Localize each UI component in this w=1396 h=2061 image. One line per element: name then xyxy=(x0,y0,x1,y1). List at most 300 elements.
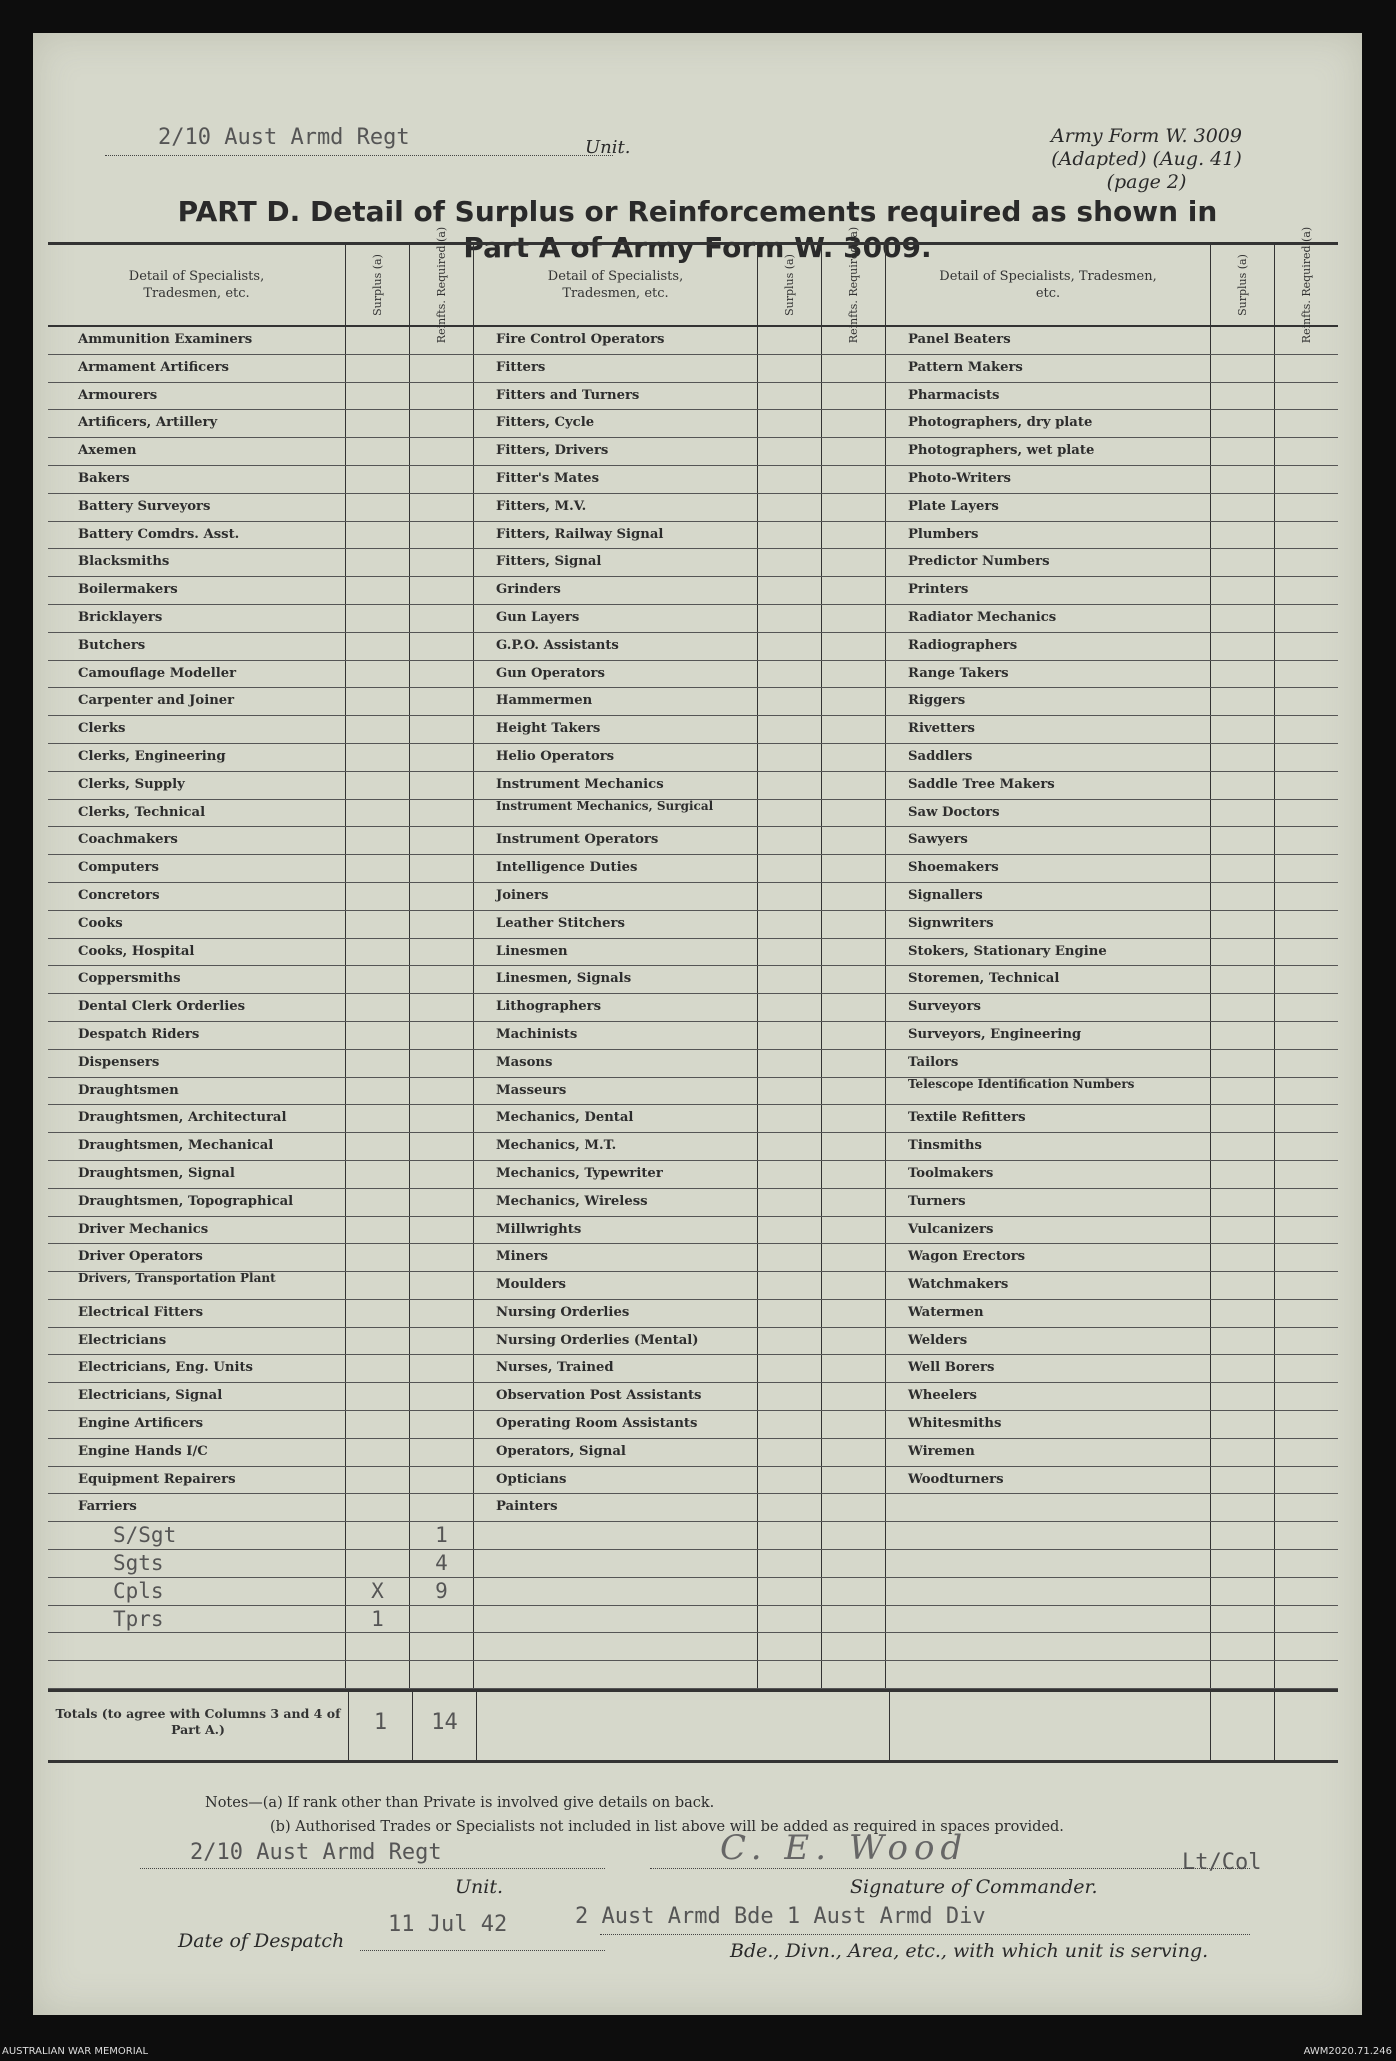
surplus-cell[interactable] xyxy=(758,1411,822,1438)
reinfts-cell[interactable] xyxy=(822,1189,886,1216)
extra-rank-label[interactable] xyxy=(886,1661,1211,1688)
reinfts-cell[interactable] xyxy=(822,410,886,437)
reinfts-cell[interactable] xyxy=(410,1328,474,1355)
reinfts-cell[interactable] xyxy=(1275,355,1338,382)
surplus-cell[interactable] xyxy=(1211,466,1275,493)
reinfts-cell[interactable] xyxy=(822,383,886,410)
surplus-cell[interactable] xyxy=(758,633,822,660)
reinfts-cell[interactable] xyxy=(410,1078,474,1105)
extra-rank-label[interactable] xyxy=(886,1550,1211,1577)
surplus-cell[interactable] xyxy=(1211,1078,1275,1105)
reinfts-cell[interactable] xyxy=(1275,688,1338,715)
surplus-cell[interactable] xyxy=(1211,522,1275,549)
reinfts-cell[interactable] xyxy=(1275,716,1338,743)
extra-surplus-cell[interactable] xyxy=(1211,1550,1275,1577)
surplus-cell[interactable] xyxy=(758,1383,822,1410)
surplus-cell[interactable] xyxy=(1211,1411,1275,1438)
extra-rank-label[interactable] xyxy=(474,1661,758,1688)
reinfts-cell[interactable] xyxy=(410,522,474,549)
surplus-cell[interactable] xyxy=(1211,716,1275,743)
surplus-cell[interactable] xyxy=(346,1161,410,1188)
reinfts-cell[interactable] xyxy=(1275,1411,1338,1438)
reinfts-cell[interactable] xyxy=(1275,383,1338,410)
reinfts-cell[interactable] xyxy=(822,1411,886,1438)
reinfts-cell[interactable] xyxy=(1275,577,1338,604)
reinfts-cell[interactable] xyxy=(822,1105,886,1132)
surplus-cell[interactable] xyxy=(346,994,410,1021)
surplus-cell[interactable] xyxy=(346,855,410,882)
surplus-cell[interactable] xyxy=(758,800,822,827)
extra-rank-label[interactable] xyxy=(886,1606,1211,1633)
reinfts-cell[interactable] xyxy=(410,800,474,827)
reinfts-cell[interactable] xyxy=(822,1328,886,1355)
reinfts-cell[interactable] xyxy=(410,772,474,799)
surplus-cell[interactable] xyxy=(346,939,410,966)
surplus-cell[interactable] xyxy=(1211,911,1275,938)
reinfts-cell[interactable] xyxy=(822,939,886,966)
surplus-cell[interactable] xyxy=(1211,855,1275,882)
surplus-cell[interactable] xyxy=(758,1078,822,1105)
surplus-cell[interactable] xyxy=(758,1050,822,1077)
surplus-cell[interactable] xyxy=(758,966,822,993)
extra-surplus-cell[interactable] xyxy=(1211,1633,1275,1660)
surplus-cell[interactable] xyxy=(346,383,410,410)
reinfts-cell[interactable] xyxy=(1275,911,1338,938)
surplus-cell[interactable] xyxy=(758,1328,822,1355)
surplus-cell[interactable] xyxy=(346,605,410,632)
surplus-cell[interactable] xyxy=(758,772,822,799)
reinfts-cell[interactable] xyxy=(822,438,886,465)
surplus-cell[interactable] xyxy=(758,549,822,576)
extra-reinfts-cell[interactable] xyxy=(1275,1550,1338,1577)
reinfts-cell[interactable] xyxy=(1275,410,1338,437)
reinfts-cell[interactable] xyxy=(822,688,886,715)
reinfts-cell[interactable] xyxy=(822,994,886,1021)
extra-rank-label[interactable] xyxy=(474,1522,758,1549)
extra-reinfts-cell[interactable] xyxy=(822,1578,886,1605)
surplus-cell[interactable] xyxy=(1211,327,1275,354)
extra-reinfts-cell[interactable] xyxy=(1275,1578,1338,1605)
surplus-cell[interactable] xyxy=(758,605,822,632)
surplus-cell[interactable] xyxy=(346,883,410,910)
extra-reinfts-cell[interactable] xyxy=(822,1633,886,1660)
extra-surplus-cell[interactable] xyxy=(1211,1578,1275,1605)
reinfts-cell[interactable] xyxy=(410,1161,474,1188)
extra-surplus-cell[interactable] xyxy=(1211,1661,1275,1688)
reinfts-cell[interactable] xyxy=(822,966,886,993)
reinfts-cell[interactable] xyxy=(410,855,474,882)
surplus-cell[interactable] xyxy=(346,1383,410,1410)
surplus-cell[interactable] xyxy=(1211,410,1275,437)
extra-rank-label[interactable] xyxy=(886,1633,1211,1660)
surplus-cell[interactable] xyxy=(1211,1439,1275,1466)
surplus-cell[interactable] xyxy=(1211,1105,1275,1132)
surplus-cell[interactable] xyxy=(346,410,410,437)
surplus-cell[interactable] xyxy=(1211,383,1275,410)
reinfts-cell[interactable] xyxy=(410,1494,474,1521)
extra-reinfts-cell[interactable]: 4 xyxy=(410,1550,474,1577)
surplus-cell[interactable] xyxy=(758,1217,822,1244)
reinfts-cell[interactable] xyxy=(822,1078,886,1105)
surplus-cell[interactable] xyxy=(1211,438,1275,465)
surplus-cell[interactable] xyxy=(346,1050,410,1077)
surplus-cell[interactable] xyxy=(1211,1217,1275,1244)
extra-surplus-cell[interactable] xyxy=(1211,1606,1275,1633)
reinfts-cell[interactable] xyxy=(1275,1328,1338,1355)
extra-surplus-cell[interactable] xyxy=(758,1522,822,1549)
surplus-cell[interactable] xyxy=(758,522,822,549)
reinfts-cell[interactable] xyxy=(410,1244,474,1271)
surplus-cell[interactable] xyxy=(758,1244,822,1271)
extra-reinfts-cell[interactable] xyxy=(410,1661,474,1688)
surplus-cell[interactable] xyxy=(758,716,822,743)
surplus-cell[interactable] xyxy=(758,466,822,493)
extra-surplus-cell[interactable] xyxy=(346,1550,410,1577)
surplus-cell[interactable] xyxy=(346,1078,410,1105)
extra-surplus-cell[interactable] xyxy=(346,1633,410,1660)
surplus-cell[interactable] xyxy=(758,855,822,882)
surplus-cell[interactable] xyxy=(346,800,410,827)
extra-reinfts-cell[interactable] xyxy=(1275,1661,1338,1688)
extra-reinfts-cell[interactable]: 9 xyxy=(410,1578,474,1605)
extra-surplus-cell[interactable] xyxy=(758,1606,822,1633)
reinfts-cell[interactable] xyxy=(410,744,474,771)
surplus-cell[interactable] xyxy=(346,549,410,576)
surplus-cell[interactable] xyxy=(758,1355,822,1382)
surplus-cell[interactable] xyxy=(1211,1494,1275,1521)
extra-reinfts-cell[interactable] xyxy=(1275,1606,1338,1633)
reinfts-cell[interactable] xyxy=(1275,1105,1338,1132)
surplus-cell[interactable] xyxy=(1211,1355,1275,1382)
surplus-cell[interactable] xyxy=(346,911,410,938)
surplus-cell[interactable] xyxy=(758,911,822,938)
surplus-cell[interactable] xyxy=(346,1105,410,1132)
reinfts-cell[interactable] xyxy=(410,633,474,660)
reinfts-cell[interactable] xyxy=(1275,1272,1338,1299)
surplus-cell[interactable] xyxy=(346,522,410,549)
extra-rank-label[interactable]: S/Sgt xyxy=(48,1522,346,1549)
surplus-cell[interactable] xyxy=(346,1355,410,1382)
surplus-cell[interactable] xyxy=(758,1300,822,1327)
extra-reinfts-cell[interactable] xyxy=(1275,1633,1338,1660)
surplus-cell[interactable] xyxy=(758,1105,822,1132)
extra-rank-label[interactable]: Cpls xyxy=(48,1578,346,1605)
surplus-cell[interactable] xyxy=(1211,661,1275,688)
surplus-cell[interactable] xyxy=(1211,605,1275,632)
totals-reinfts[interactable]: 14 xyxy=(413,1692,477,1760)
surplus-cell[interactable] xyxy=(758,1022,822,1049)
reinfts-cell[interactable] xyxy=(410,1272,474,1299)
surplus-cell[interactable] xyxy=(758,1494,822,1521)
surplus-cell[interactable] xyxy=(1211,1161,1275,1188)
extra-surplus-cell[interactable] xyxy=(758,1633,822,1660)
extra-surplus-cell[interactable] xyxy=(758,1661,822,1688)
reinfts-cell[interactable] xyxy=(822,1383,886,1410)
reinfts-cell[interactable] xyxy=(410,577,474,604)
surplus-cell[interactable] xyxy=(1211,772,1275,799)
reinfts-cell[interactable] xyxy=(822,1022,886,1049)
extra-reinfts-cell[interactable] xyxy=(822,1550,886,1577)
extra-surplus-cell[interactable] xyxy=(758,1578,822,1605)
extra-rank-label[interactable] xyxy=(474,1550,758,1577)
surplus-cell[interactable] xyxy=(758,661,822,688)
extra-reinfts-cell[interactable] xyxy=(1275,1522,1338,1549)
reinfts-cell[interactable] xyxy=(1275,1300,1338,1327)
surplus-cell[interactable] xyxy=(758,1272,822,1299)
surplus-cell[interactable] xyxy=(1211,1050,1275,1077)
reinfts-cell[interactable] xyxy=(822,911,886,938)
reinfts-cell[interactable] xyxy=(410,994,474,1021)
reinfts-cell[interactable] xyxy=(1275,1133,1338,1160)
surplus-cell[interactable] xyxy=(758,883,822,910)
reinfts-cell[interactable] xyxy=(822,549,886,576)
reinfts-cell[interactable] xyxy=(1275,1439,1338,1466)
extra-rank-label[interactable]: Tprs xyxy=(48,1606,346,1633)
reinfts-cell[interactable] xyxy=(410,438,474,465)
surplus-cell[interactable] xyxy=(1211,939,1275,966)
extra-rank-label[interactable] xyxy=(474,1606,758,1633)
reinfts-cell[interactable] xyxy=(1275,522,1338,549)
reinfts-cell[interactable] xyxy=(1275,661,1338,688)
surplus-cell[interactable] xyxy=(346,772,410,799)
surplus-cell[interactable] xyxy=(346,827,410,854)
surplus-cell[interactable] xyxy=(758,438,822,465)
reinfts-cell[interactable] xyxy=(822,494,886,521)
reinfts-cell[interactable] xyxy=(822,1439,886,1466)
extra-rank-label[interactable]: Sgts xyxy=(48,1550,346,1577)
surplus-cell[interactable] xyxy=(346,466,410,493)
reinfts-cell[interactable] xyxy=(822,1244,886,1271)
reinfts-cell[interactable] xyxy=(410,939,474,966)
surplus-cell[interactable] xyxy=(346,1272,410,1299)
extra-reinfts-cell[interactable]: 1 xyxy=(410,1522,474,1549)
reinfts-cell[interactable] xyxy=(822,1300,886,1327)
reinfts-cell[interactable] xyxy=(1275,438,1338,465)
reinfts-cell[interactable] xyxy=(822,355,886,382)
reinfts-cell[interactable] xyxy=(822,1272,886,1299)
surplus-cell[interactable] xyxy=(346,438,410,465)
extra-surplus-cell[interactable]: 1 xyxy=(346,1606,410,1633)
reinfts-cell[interactable] xyxy=(410,1050,474,1077)
surplus-cell[interactable] xyxy=(346,688,410,715)
surplus-cell[interactable] xyxy=(346,966,410,993)
surplus-cell[interactable] xyxy=(346,1328,410,1355)
extra-reinfts-cell[interactable] xyxy=(822,1661,886,1688)
surplus-cell[interactable] xyxy=(758,1467,822,1494)
reinfts-cell[interactable] xyxy=(410,410,474,437)
surplus-cell[interactable] xyxy=(1211,1022,1275,1049)
reinfts-cell[interactable] xyxy=(822,661,886,688)
reinfts-cell[interactable] xyxy=(1275,966,1338,993)
extra-reinfts-cell[interactable] xyxy=(410,1633,474,1660)
surplus-cell[interactable] xyxy=(1211,494,1275,521)
surplus-cell[interactable] xyxy=(758,1161,822,1188)
reinfts-cell[interactable] xyxy=(410,1189,474,1216)
reinfts-cell[interactable] xyxy=(410,688,474,715)
reinfts-cell[interactable] xyxy=(1275,855,1338,882)
surplus-cell[interactable] xyxy=(1211,577,1275,604)
reinfts-cell[interactable] xyxy=(1275,883,1338,910)
surplus-cell[interactable] xyxy=(758,939,822,966)
surplus-cell[interactable] xyxy=(758,1439,822,1466)
reinfts-cell[interactable] xyxy=(1275,1494,1338,1521)
surplus-cell[interactable] xyxy=(1211,1244,1275,1271)
surplus-cell[interactable] xyxy=(1211,1133,1275,1160)
surplus-cell[interactable] xyxy=(1211,1467,1275,1494)
surplus-cell[interactable] xyxy=(758,577,822,604)
reinfts-cell[interactable] xyxy=(822,522,886,549)
reinfts-cell[interactable] xyxy=(1275,939,1338,966)
surplus-cell[interactable] xyxy=(1211,744,1275,771)
surplus-cell[interactable] xyxy=(1211,355,1275,382)
surplus-cell[interactable] xyxy=(346,1022,410,1049)
reinfts-cell[interactable] xyxy=(1275,744,1338,771)
surplus-cell[interactable] xyxy=(1211,883,1275,910)
reinfts-cell[interactable] xyxy=(822,744,886,771)
reinfts-cell[interactable] xyxy=(822,577,886,604)
reinfts-cell[interactable] xyxy=(410,466,474,493)
extra-rank-label[interactable] xyxy=(474,1578,758,1605)
surplus-cell[interactable] xyxy=(346,1494,410,1521)
reinfts-cell[interactable] xyxy=(1275,1161,1338,1188)
surplus-cell[interactable] xyxy=(1211,994,1275,1021)
extra-surplus-cell[interactable]: X xyxy=(346,1578,410,1605)
surplus-cell[interactable] xyxy=(1211,800,1275,827)
reinfts-cell[interactable] xyxy=(822,827,886,854)
reinfts-cell[interactable] xyxy=(1275,1022,1338,1049)
surplus-cell[interactable] xyxy=(1211,827,1275,854)
surplus-cell[interactable] xyxy=(346,1300,410,1327)
surplus-cell[interactable] xyxy=(758,494,822,521)
reinfts-cell[interactable] xyxy=(410,1217,474,1244)
surplus-cell[interactable] xyxy=(346,1467,410,1494)
reinfts-cell[interactable] xyxy=(1275,549,1338,576)
surplus-cell[interactable] xyxy=(346,1411,410,1438)
extra-surplus-cell[interactable] xyxy=(346,1522,410,1549)
surplus-cell[interactable] xyxy=(346,633,410,660)
surplus-cell[interactable] xyxy=(346,1133,410,1160)
reinfts-cell[interactable] xyxy=(1275,1355,1338,1382)
reinfts-cell[interactable] xyxy=(410,1439,474,1466)
reinfts-cell[interactable] xyxy=(1275,1467,1338,1494)
surplus-cell[interactable] xyxy=(346,494,410,521)
reinfts-cell[interactable] xyxy=(1275,827,1338,854)
surplus-cell[interactable] xyxy=(758,410,822,437)
surplus-cell[interactable] xyxy=(758,827,822,854)
surplus-cell[interactable] xyxy=(346,1189,410,1216)
reinfts-cell[interactable] xyxy=(1275,1050,1338,1077)
reinfts-cell[interactable] xyxy=(822,633,886,660)
surplus-cell[interactable] xyxy=(758,1133,822,1160)
totals-surplus[interactable]: 1 xyxy=(349,1692,413,1760)
surplus-cell[interactable] xyxy=(758,994,822,1021)
extra-reinfts-cell[interactable] xyxy=(822,1606,886,1633)
surplus-cell[interactable] xyxy=(346,1439,410,1466)
surplus-cell[interactable] xyxy=(346,355,410,382)
reinfts-cell[interactable] xyxy=(1275,994,1338,1021)
reinfts-cell[interactable] xyxy=(410,494,474,521)
surplus-cell[interactable] xyxy=(346,744,410,771)
surplus-cell[interactable] xyxy=(346,577,410,604)
surplus-cell[interactable] xyxy=(1211,1272,1275,1299)
surplus-cell[interactable] xyxy=(1211,1328,1275,1355)
surplus-cell[interactable] xyxy=(758,744,822,771)
surplus-cell[interactable] xyxy=(346,661,410,688)
reinfts-cell[interactable] xyxy=(1275,1244,1338,1271)
reinfts-cell[interactable] xyxy=(410,661,474,688)
reinfts-cell[interactable] xyxy=(822,800,886,827)
reinfts-cell[interactable] xyxy=(822,1217,886,1244)
surplus-cell[interactable] xyxy=(758,1189,822,1216)
reinfts-cell[interactable] xyxy=(410,549,474,576)
reinfts-cell[interactable] xyxy=(410,605,474,632)
surplus-cell[interactable] xyxy=(758,383,822,410)
reinfts-cell[interactable] xyxy=(410,1300,474,1327)
reinfts-cell[interactable] xyxy=(1275,1078,1338,1105)
reinfts-cell[interactable] xyxy=(822,1133,886,1160)
surplus-cell[interactable] xyxy=(346,1244,410,1271)
extra-rank-label[interactable] xyxy=(474,1633,758,1660)
reinfts-cell[interactable] xyxy=(410,1105,474,1132)
reinfts-cell[interactable] xyxy=(822,1494,886,1521)
extra-rank-label[interactable] xyxy=(48,1633,346,1660)
surplus-cell[interactable] xyxy=(1211,633,1275,660)
surplus-cell[interactable] xyxy=(1211,1300,1275,1327)
surplus-cell[interactable] xyxy=(758,355,822,382)
reinfts-cell[interactable] xyxy=(410,966,474,993)
reinfts-cell[interactable] xyxy=(410,911,474,938)
reinfts-cell[interactable] xyxy=(410,355,474,382)
surplus-cell[interactable] xyxy=(1211,966,1275,993)
reinfts-cell[interactable] xyxy=(410,1383,474,1410)
reinfts-cell[interactable] xyxy=(410,1022,474,1049)
reinfts-cell[interactable] xyxy=(1275,494,1338,521)
reinfts-cell[interactable] xyxy=(822,466,886,493)
surplus-cell[interactable] xyxy=(346,716,410,743)
extra-surplus-cell[interactable] xyxy=(346,1661,410,1688)
reinfts-cell[interactable] xyxy=(822,855,886,882)
reinfts-cell[interactable] xyxy=(410,883,474,910)
reinfts-cell[interactable] xyxy=(410,716,474,743)
reinfts-cell[interactable] xyxy=(410,827,474,854)
reinfts-cell[interactable] xyxy=(822,1050,886,1077)
surplus-cell[interactable] xyxy=(1211,688,1275,715)
reinfts-cell[interactable] xyxy=(822,1355,886,1382)
surplus-cell[interactable] xyxy=(1211,549,1275,576)
surplus-cell[interactable] xyxy=(346,1217,410,1244)
reinfts-cell[interactable] xyxy=(410,1411,474,1438)
reinfts-cell[interactable] xyxy=(822,716,886,743)
reinfts-cell[interactable] xyxy=(1275,605,1338,632)
reinfts-cell[interactable] xyxy=(410,1133,474,1160)
reinfts-cell[interactable] xyxy=(1275,633,1338,660)
extra-rank-label[interactable] xyxy=(886,1522,1211,1549)
reinfts-cell[interactable] xyxy=(1275,466,1338,493)
reinfts-cell[interactable] xyxy=(1275,772,1338,799)
reinfts-cell[interactable] xyxy=(410,1355,474,1382)
reinfts-cell[interactable] xyxy=(1275,800,1338,827)
extra-reinfts-cell[interactable] xyxy=(822,1522,886,1549)
reinfts-cell[interactable] xyxy=(1275,1383,1338,1410)
extra-rank-label[interactable] xyxy=(886,1578,1211,1605)
surplus-cell[interactable] xyxy=(758,688,822,715)
extra-rank-label[interactable] xyxy=(48,1661,346,1688)
surplus-cell[interactable] xyxy=(758,327,822,354)
reinfts-cell[interactable] xyxy=(822,605,886,632)
surplus-cell[interactable] xyxy=(1211,1189,1275,1216)
reinfts-cell[interactable] xyxy=(1275,1189,1338,1216)
extra-surplus-cell[interactable] xyxy=(1211,1522,1275,1549)
